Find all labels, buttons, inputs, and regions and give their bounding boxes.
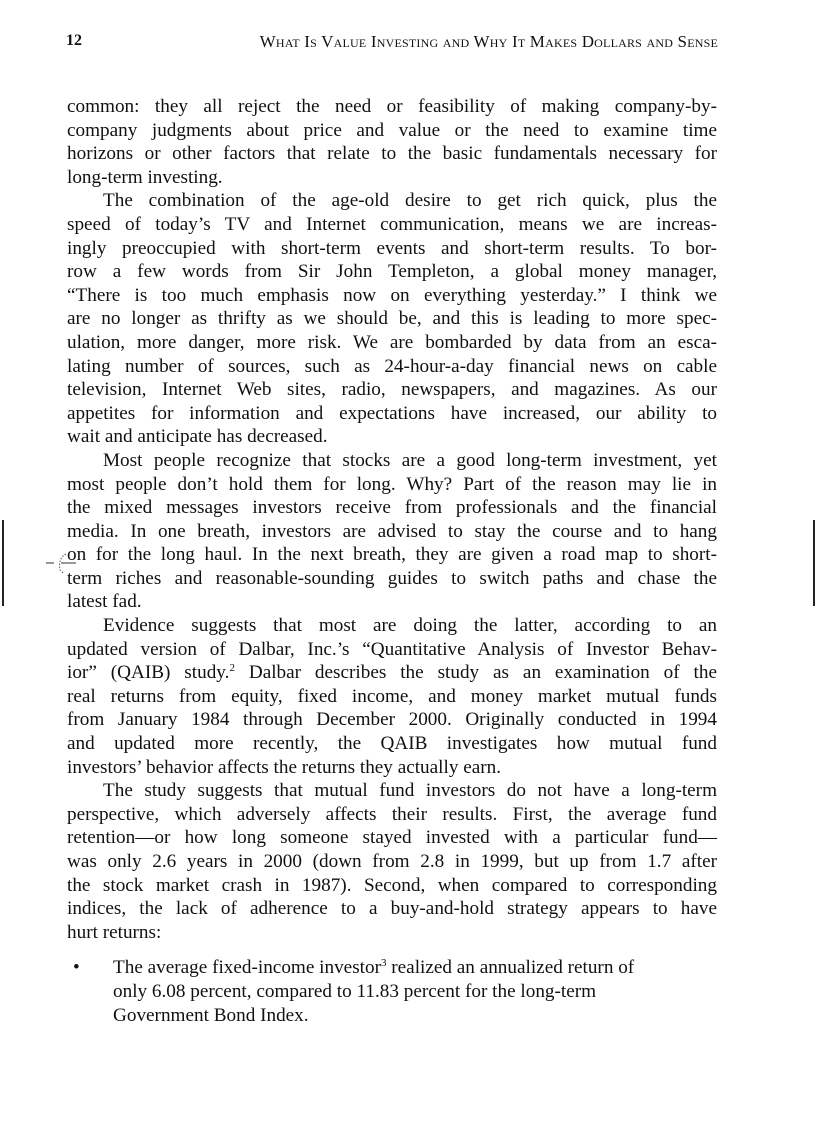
text-line [67,567,717,591]
line-text: most people don’t hold them for long. Why? Part of the reason may lie in [67,473,717,495]
line-text: latest fad. [67,591,142,613]
text-line [67,543,717,567]
text-line [67,921,717,945]
line-text: perspective, which adversely affects their results. First, the average fund [67,803,717,825]
text-line [67,614,717,638]
page-number: 12 [66,32,82,49]
text-line [67,425,717,449]
footnote-ref: 3 [380,957,387,969]
paragraph [67,614,717,779]
line-text: lating number of sources, such as 24-hour-a-day financial news on cable [67,355,717,377]
line-text: hurt returns: [67,921,162,943]
text-line [67,803,717,827]
line-text: investors’ behavior affects the returns they actually earn. [67,756,502,778]
line-text: only 6.08 percent, compared to 11.83 percent for the long-term [113,981,597,1002]
line-text: the mixed messages investors receive from professionals and the financial [67,497,717,519]
line-text: media. In one breath, investors are advised to stay the course and to hang [67,520,717,542]
text-line [67,850,717,874]
text-line [67,638,717,662]
line-text: row a few words from Sir John Templeton, a global money manager, [67,261,717,283]
right-margin-bar [813,520,815,606]
text-line [67,590,717,614]
text-line [67,237,717,261]
line-text: “There is too much emphasis now on everything yesterday.” I think we [67,284,717,306]
line-text: company judgments about price and value or the need to examine time [67,119,717,141]
paragraph [67,95,717,189]
line-text: ingly preoccupied with short-term events and short-term results. To bor- [67,237,717,259]
bullet-list [67,956,717,1028]
text-line [113,956,717,980]
text-line [67,119,717,143]
line-text: television, Internet Web sites, radio, newspapers, and magazines. As our [67,379,717,401]
line-text: horizons or other factors that relate to the basic fundamentals necessary for [67,143,717,165]
line-text: The average fixed-income investor [113,957,381,978]
line-text: updated version of Dalbar, Inc.’s “Quantitative Analysis of Investor Behav- [67,638,717,660]
line-text: Evidence suggests that most are doing the latter, according to an [103,615,717,637]
line-text: speed of today’s TV and Internet communication, means we are increas- [67,213,717,235]
text-line [67,378,717,402]
line-text: and updated more recently, the QAIB investigates how mutual fund [67,733,717,755]
text-line [67,95,717,119]
line-text: common: they all reject the need or feasibility of making company-by- [67,96,717,117]
line-text: on for the long haul. In the next breath, they are given a road map to short- [67,544,717,566]
text-line [113,1004,717,1028]
text-line [67,897,717,921]
bullet-icon: • [73,957,80,978]
paragraph [67,779,717,944]
text-line [67,661,717,685]
text-line [67,402,717,426]
text-line [67,732,717,756]
text-line [67,779,717,803]
line-text: the stock market crash in 1987). Second, when compared to corresponding [67,874,717,896]
text-line [67,685,717,709]
line-text: ulation, more danger, more risk. We are bombarded by data from an esca- [67,331,717,353]
line-text: from January 1984 through December 2000. Originally conducted in 1994 [67,709,717,731]
text-line [67,826,717,850]
text-line [113,980,717,1004]
text-line [67,142,717,166]
text-line [67,189,717,213]
line-text: are no longer as thrifty as we should be, and this is leading to more spec- [67,308,717,330]
line-text: retention—or how long someone stayed invested with a particular fund— [67,827,717,849]
line-text: long-term investing. [67,166,223,188]
text-line [67,331,717,355]
footnote-ref: 2 [229,662,235,675]
body-text [67,95,717,944]
text-line [67,307,717,331]
line-text: Most people recognize that stocks are a good long-term investment, yet [103,449,717,471]
left-margin-bar [2,520,4,606]
text-line [67,708,717,732]
text-line [67,756,717,780]
text-line [67,473,717,497]
line-text: appetites for information and expectations have increased, our ability to [67,402,717,424]
line-text: term riches and reasonable-sounding guides to switch paths and chase the [67,567,717,589]
line-text: indices, the lack of adherence to a buy-and-hold strategy appears to have [67,898,717,920]
line-text: The study suggests that mutual fund investors do not have a long-term [103,780,717,802]
text-line [67,874,717,898]
bullet-item [67,956,717,1028]
text-line [67,449,717,473]
text-line [67,496,717,520]
paragraph [67,189,717,449]
text-line [67,213,717,237]
line-text-after: Dalbar describes the study as an examination of the [234,662,717,684]
line-text-after: realized an annualized return of [386,957,635,978]
running-title: What Is Value Investing and Why It Makes Dollars and Sense [259,32,718,51]
line-text: wait and anticipate has decreased. [67,426,328,448]
text-line [67,520,717,544]
text-line [67,166,717,190]
text-line [67,260,717,284]
line-text: ior” (QAIB) study. [67,662,230,684]
paragraph [67,449,717,614]
line-text: Government Bond Index. [113,1005,309,1026]
line-text: real returns from equity, fixed income, and money market mutual funds [67,685,717,707]
text-line [67,355,717,379]
line-text: The combination of the age-old desire to get rich quick, plus the [103,190,717,212]
line-text: was only 2.6 years in 2000 (down from 2.8 in 1999, but up from 1.7 after [67,851,717,872]
text-line [67,284,717,308]
